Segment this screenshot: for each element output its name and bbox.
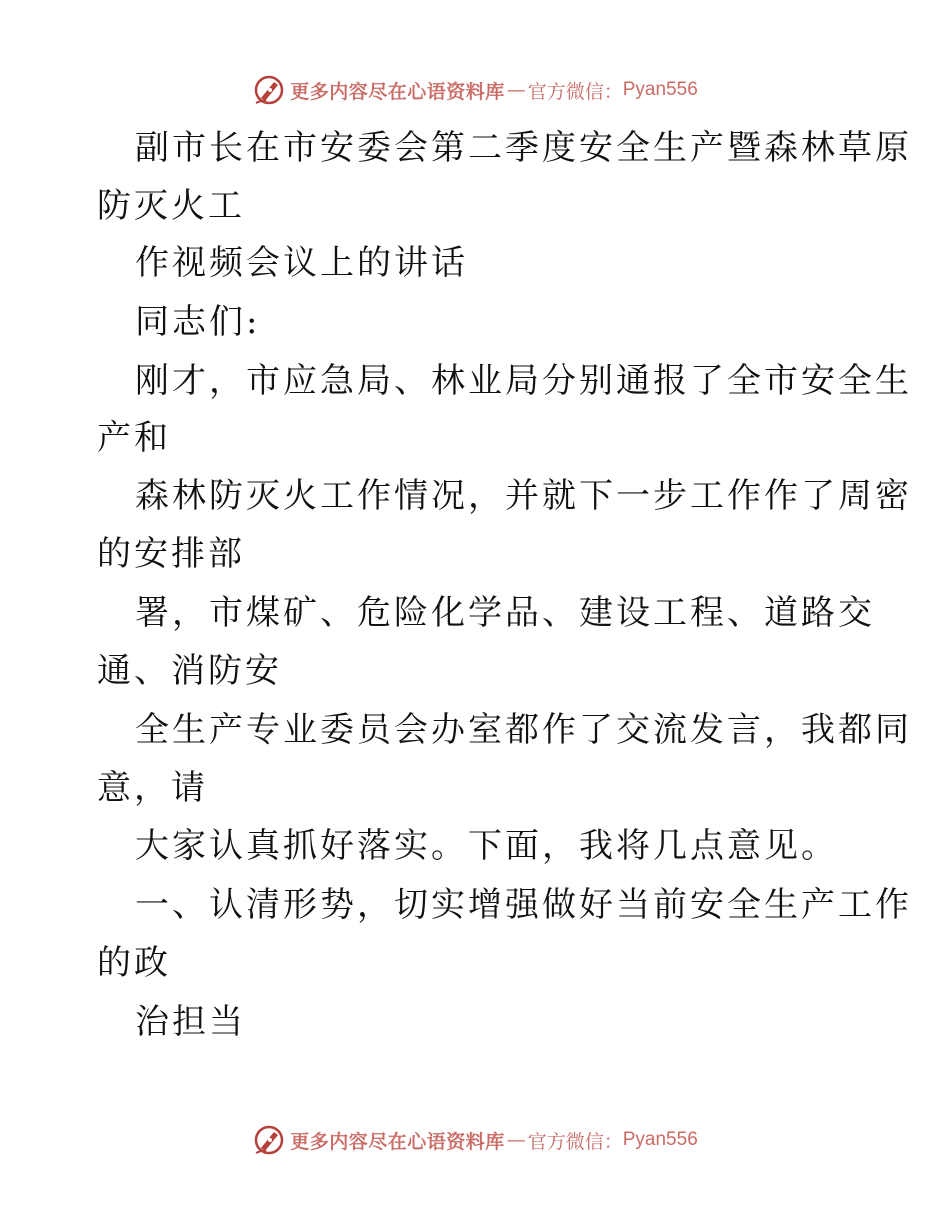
doc-line-salutation: 同志们:	[135, 302, 261, 342]
watermark-text: 更多内容尽在心语资料库	[290, 1130, 505, 1153]
pen-logo-icon	[252, 1123, 286, 1157]
doc-line-5: 刚才，市应急局、林业局分别通报了全市安全生	[135, 361, 912, 401]
doc-line-title-1: 副市长在市安委会第二季度安全生产暨森林草原	[135, 128, 912, 168]
watermark-contact-id: Pyan556	[622, 79, 698, 100]
watermark-contact-id: Pyan556	[622, 1129, 698, 1150]
watermark-dash: —	[506, 1129, 526, 1151]
doc-line-7: 森林防灭火工作情况，并就下一步工作作了周密	[135, 476, 912, 516]
watermark-text: 更多内容尽在心语资料库	[290, 80, 505, 103]
watermark-dash: —	[506, 79, 526, 101]
footer-watermark	[0, 1120, 950, 1160]
doc-line-8: 的安排部	[97, 534, 245, 574]
header-watermark	[0, 70, 950, 110]
doc-line-13: 大家认真抓好落实。下面，我将几点意见。	[135, 826, 838, 866]
doc-line-14: 一、认清形势，切实增强做好当前安全生产工作	[135, 885, 912, 925]
doc-line-9: 署，市煤矿、危险化学品、建设工程、道路交	[135, 593, 875, 633]
doc-line-12: 意，请	[97, 768, 208, 808]
doc-line-10: 通、消防安	[97, 651, 282, 691]
doc-line-11: 全生产专业委员会办室都作了交流发言，我都同	[135, 710, 912, 750]
doc-line-title-3: 作视频会议上的讲话	[135, 243, 468, 283]
pen-logo-icon	[252, 73, 286, 107]
doc-line-16: 治担当	[135, 1002, 246, 1042]
doc-line-title-2: 防灭火工	[97, 186, 245, 226]
watermark-contact-label: 官方微信：	[527, 80, 623, 103]
doc-line-15: 的政	[97, 943, 171, 983]
watermark-contact-label: 官方微信：	[527, 1130, 623, 1153]
doc-line-6: 产和	[97, 418, 171, 458]
